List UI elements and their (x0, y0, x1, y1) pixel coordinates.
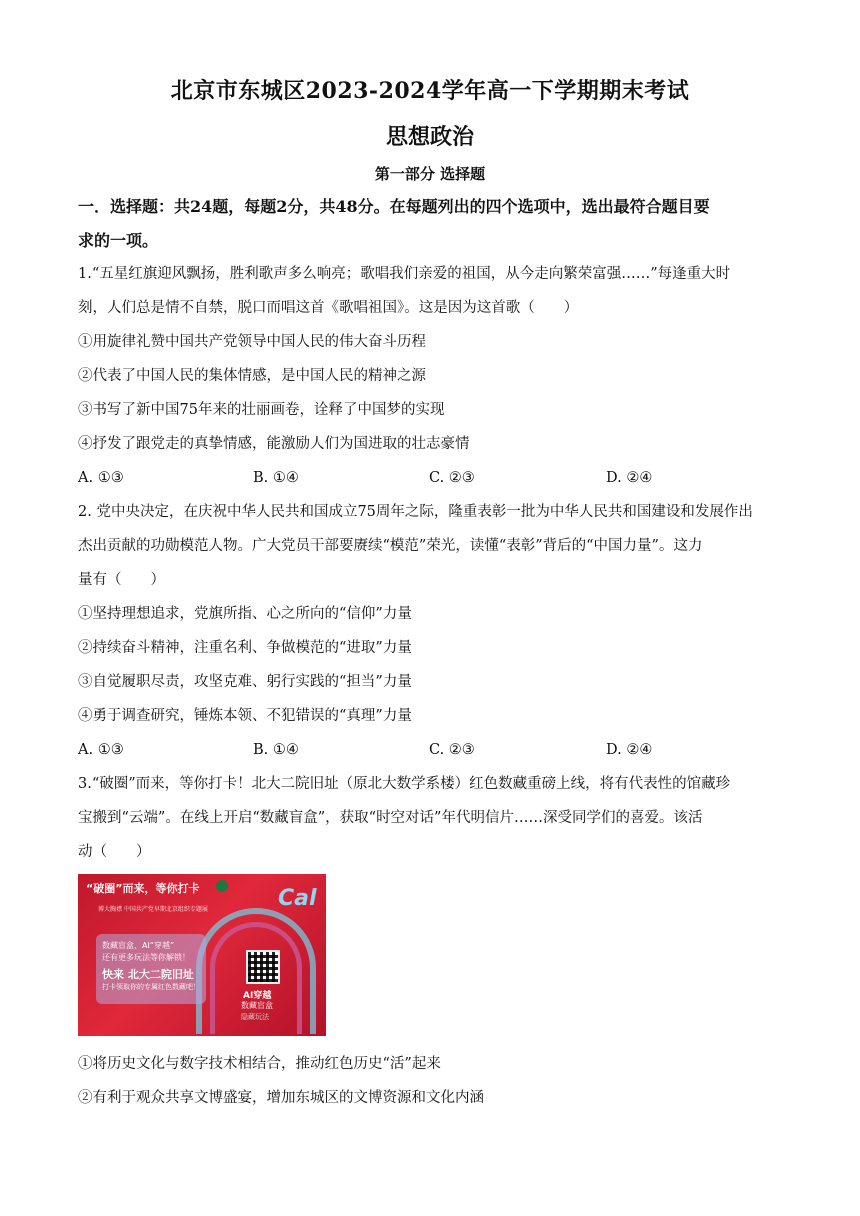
promo-card-line-3: 快来 北大二院旧址 (102, 968, 194, 981)
q3-stem-cont: 宝搬到“云端”。在线上开启“数藏盲盒”，获取“时空对话”年代明信片……深受同学们的喜爱。该活 (78, 810, 703, 826)
q2-stem: 2. 党中央决定，在庆祝中华人民共和国成立75周年之际，隆重表彰一批为中华人民共和国建设和发展作出 (78, 504, 753, 520)
promo-card-line-1: 数藏盲盒、AI“穿越” (102, 941, 175, 950)
q3-stem: 3.“破圈”而来，等你打卡！北大二院旧址（原北大数学系楼）红色数藏重磅上线，将有代表性的馆藏珍 (78, 776, 731, 792)
q1-stem-cont: 刻，人们总是情不自禁，脱口而唱这首《歌唱祖国》。这是因为这首歌（ ） (78, 300, 579, 316)
q3-stem-cont2: 动（ ） (78, 844, 151, 860)
promo-card-line-2: 还有更多玩法等你解锁！ (102, 953, 190, 962)
q3-statement-2: ②有利于观众共享文博盛宴，增加东城区的文博资源和文化内涵 (78, 1090, 484, 1106)
q1-option-b[interactable]: B. ①④ (253, 470, 299, 486)
q2-statement-4: ④勇于调查研究，锤炼本领、不犯错误的“真理”力量 (78, 708, 412, 724)
promo-ai-label: AI穿越 (243, 991, 272, 1001)
promo-card-line-4: 打卡领取你的专属红色数藏吧！ (102, 983, 200, 991)
badge-icon (216, 880, 228, 892)
q2-option-a[interactable]: A. ①③ (78, 742, 124, 758)
q2-option-d[interactable]: D. ②④ (606, 742, 653, 758)
q2-option-b[interactable]: B. ①④ (253, 742, 299, 758)
promo-image (78, 874, 326, 1036)
q2-statement-2: ②持续奋斗精神，注重名利、争做模范的“进取”力量 (78, 640, 412, 656)
promo-ai-sub2: 隐藏玩法 (241, 1013, 269, 1021)
q2-stem-cont2: 量有（ ） (78, 572, 165, 588)
logo-text: Cal (278, 886, 317, 911)
q2-option-c[interactable]: C. ②③ (429, 742, 475, 758)
q1-statement-1: ①用旋律礼赞中国共产党领导中国人民的伟大奋斗历程 (78, 334, 426, 350)
q1-statement-3: ③书写了新中国75年来的壮丽画卷，诠释了中国梦的实现 (78, 402, 445, 418)
promo-headline: “破圈”而来，等你打卡 (86, 882, 200, 895)
section-instructions-cont: 求的一项。 (78, 231, 159, 250)
promo-ai-sub: 数藏盲盒 (241, 1001, 273, 1010)
qr-code-icon (246, 950, 280, 984)
q1-option-c[interactable]: C. ②③ (429, 470, 475, 486)
subject-title: 思想政治 (385, 124, 474, 150)
q2-statement-3: ③自觉履职尽责，攻坚克难、躬行实践的“担当”力量 (78, 674, 412, 690)
q1-option-a[interactable]: A. ①③ (78, 470, 124, 486)
q2-statement-1: ①坚持理想追求，党旗所指、心之所向的“信仰”力量 (78, 606, 412, 622)
exam-title: 北京市东城区2023-2024学年高一下学期期末考试 (170, 78, 690, 104)
q3-statement-1: ①将历史文化与数字技术相结合，推动红色历史“活”起来 (78, 1056, 441, 1072)
q1-statement-4: ④抒发了跟党走的真挚情感，能激励人们为国进取的壮志豪情 (78, 436, 470, 452)
q1-statement-2: ②代表了中国人民的集体情感，是中国人民的精神之源 (78, 368, 426, 384)
q2-stem-cont: 杰出贡献的功勋模范人物。广大党员干部要赓续“模范”荣光，读懂“表彰”背后的“中国力量”。这力 (78, 538, 703, 554)
q1-stem: 1.“五星红旗迎风飘扬，胜利歌声多么响亮；歌唱我们亲爱的祖国，从今走向繁荣富强……”每逢重大时 (78, 266, 731, 282)
section-instructions: 一．选择题：共24题，每题2分，共48分。在每题列出的四个选项中，选出最符合题目要 (78, 197, 710, 216)
promo-subtitle: 博大胸襟 中国共产党早期北京组织专题展 (98, 906, 208, 913)
part-heading: 第一部分 选择题 (374, 165, 486, 183)
q1-option-d[interactable]: D. ②④ (606, 470, 653, 486)
